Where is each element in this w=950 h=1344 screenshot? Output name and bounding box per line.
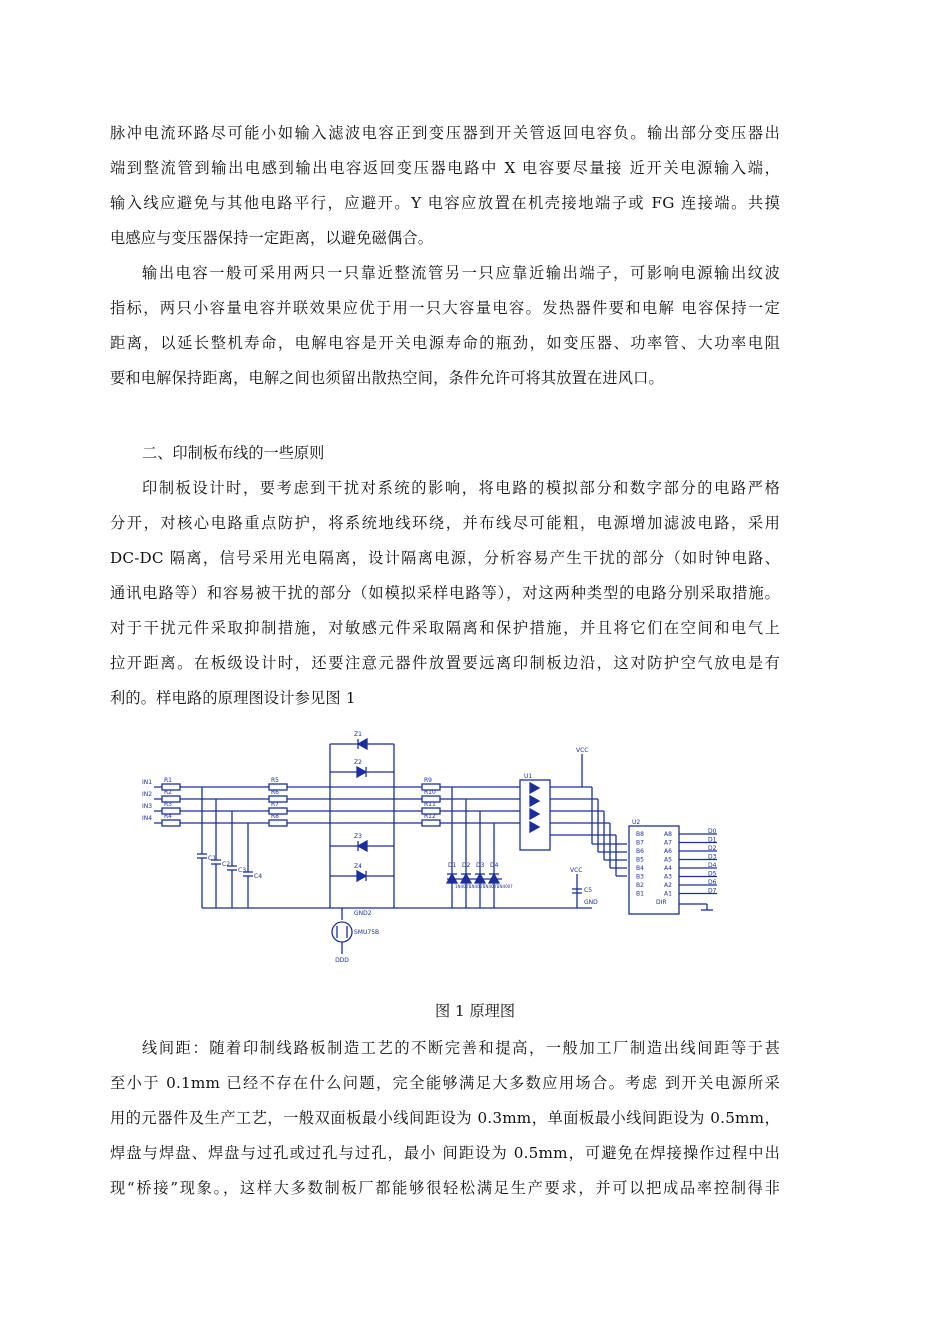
para3-line: 利的。样电路的原理图设计参见图 1	[110, 689, 356, 707]
para3-line: 拉开距离。在板级设计时，还要注意元器件放置要远离印制板边沿，这对防护空气放电是有	[110, 654, 780, 672]
buffer-pin-right: A2	[664, 882, 672, 889]
gas-discharge-tube	[332, 922, 352, 942]
diode-part-label: 1N4007	[455, 884, 471, 889]
para1-line: 输入线应避免与其他电路平行，应避开。Y 电容应放置在机壳接地端子或 FG 连接端。共摸	[110, 194, 780, 212]
input-label: IN1	[142, 779, 153, 786]
resistor-label: R2	[164, 789, 172, 796]
gdt-label: SMU75B	[354, 929, 380, 936]
capacitor-label: C4	[254, 873, 263, 880]
input-label: IN2	[142, 791, 153, 798]
paragraph-4	[110, 1031, 780, 1206]
para4-line: 焊盘与焊盘、焊盘与过孔或过孔与过孔，最小 间距设为 0.5mm，可避免在焊接操作过程中出	[110, 1144, 780, 1162]
c5-label: C5	[584, 887, 593, 894]
output-label: D0	[708, 828, 717, 835]
para2-line: 指标，两只小容量电容并联效果应优于用一只大容量电容。发热器件要和电解 电容保持一定	[110, 299, 780, 317]
para3-line: DC-DC 隔离，信号采用光电隔离，设计隔离电源，分析容易产生干扰的部分（如时钟电路、	[110, 549, 780, 567]
resistor-label: R8	[271, 813, 279, 820]
diode-part-label: 1N4007	[497, 884, 513, 889]
buffer-pin-right: A3	[664, 873, 672, 881]
para2-line: 距离，以延长整机寿命，电解电容是开关电源寿命的瓶劲，如变压器、功率管、大功率电阻	[110, 334, 780, 352]
paragraph-1	[110, 116, 780, 256]
buffer-pin-right: A5	[664, 856, 672, 864]
buffer-pin-right: A7	[664, 839, 672, 847]
para4-line: 用的元器件及生产工艺，一般双面板最小线间距设为 0.3mm，单面板最小线间距设为 0.5mm，	[110, 1109, 780, 1127]
capacitor-label: C2	[222, 861, 231, 868]
tvs-label: Z3	[354, 833, 362, 840]
para3-line: 分开，对核心电路重点防护，将系统地线环绕，并布线尽可能粗，电源增加滤波电路，采用	[110, 514, 780, 532]
resistor-label: R11	[424, 801, 436, 808]
figure-caption: 图 1 原理图	[434, 1002, 516, 1020]
output-label: D7	[708, 887, 717, 895]
tvs-diode	[357, 871, 366, 881]
tvs-label: Z1	[354, 731, 362, 738]
diode-label: D1	[448, 862, 457, 869]
para4-line: 线间距：随着印制线路板制造工艺的不断完善和提高，一般加工厂制造出线间距等于甚	[142, 1039, 780, 1057]
diode-part-label: 1N4007	[483, 884, 499, 889]
diode-part-label: 1N4007	[469, 884, 485, 889]
diode-label: D2	[462, 862, 471, 869]
buffer-pin-left: B5	[636, 856, 644, 864]
buffer-pin-left: B4	[636, 865, 644, 872]
buffer-pin-left: B1	[636, 890, 644, 898]
resistor-b	[269, 820, 287, 826]
section-heading: 二、印制板布线的一些原则	[142, 444, 325, 462]
tvs-diode	[358, 739, 367, 749]
para3-line: 通讯电路等）和容易被干扰的部分（如模拟采样电路等），对这两种类型的电路分别采取措施。	[110, 584, 780, 602]
para1-line: 脉冲电流环路尽可能小如输入滤波电容正到变压器到开关管返回电容负。输出部分变压器出	[110, 124, 780, 142]
capacitor-label: C3	[238, 867, 247, 874]
resistor-label: R3	[164, 801, 172, 808]
input-label: IN3	[142, 803, 153, 810]
buffer-dir-label: DIR	[656, 899, 667, 906]
buffer-pin-right: A4	[664, 865, 672, 872]
resistor-label: R6	[271, 789, 279, 796]
resistor-label: R10	[424, 789, 436, 796]
buffer-pin-right: A6	[664, 848, 672, 855]
gnd-small-label: GND	[584, 899, 598, 906]
diode-label: D3	[476, 862, 485, 869]
para2-line: 要和电解保持距离，电解之间也须留出散热空间，条件允许可将其放置在进风口。	[110, 369, 664, 387]
vcc-top-label: VCC	[576, 747, 589, 754]
buffer-pin-left: B2	[636, 882, 644, 889]
para3-line: 印制板设计时，要考虑到干扰对系统的影响，将电路的模拟部分和数字部分的电路严格	[142, 479, 780, 497]
schematic-figure	[132, 724, 732, 970]
optocoupler-label: U1	[524, 773, 533, 780]
resistor-label: R1	[164, 777, 172, 784]
buffer-pin-right: A8	[664, 831, 672, 838]
resistor-label: R12	[424, 813, 436, 820]
resistor-label: R9	[424, 777, 432, 784]
buffer-pin-right: A1	[664, 890, 672, 898]
buffer-label: U2	[632, 819, 641, 826]
buffer-pin-left: B6	[636, 848, 644, 855]
capacitor-label: C1	[208, 855, 217, 862]
resistor-c	[422, 820, 440, 826]
tvs-diode	[357, 767, 366, 777]
diode-label: D4	[490, 862, 499, 869]
tvs-label: Z4	[354, 863, 362, 870]
tvs-label: Z2	[354, 759, 362, 766]
resistor-a	[162, 820, 180, 826]
tvs-diode	[358, 841, 367, 851]
para4-line: 至小于 0.1mm 已经不存在什么问题，完全能够满足大多数应用场合。考虑 到开关电源所采	[110, 1074, 780, 1092]
output-label: D5	[708, 870, 717, 878]
output-label: D2	[708, 845, 717, 852]
para1-line: 电感应与变压器保持一定距离，以避免磁偶合。	[110, 229, 434, 247]
ground-label: GND2	[354, 910, 372, 917]
paragraph-2	[110, 256, 780, 396]
output-label: D4	[708, 862, 717, 869]
para1-line: 端到整流管到输出电感到输出电容返回变压器电路中 X 电容要尽量接 近开关电源输入端，	[110, 159, 780, 177]
resistor-label: R5	[271, 777, 279, 784]
para4-line: 现“桥接”现象。，这样大多数制板厂都能够很轻松满足生产要求，并可以把成品率控制得非	[110, 1179, 780, 1197]
vcc-label: VCC	[570, 867, 583, 874]
para2-line: 输出电容一般可采用两只一只靠近整流管另一只应靠近输出端子，可影响电源输出纹波	[142, 264, 780, 282]
input-label: IN4	[142, 815, 153, 822]
output-label: D6	[708, 879, 717, 886]
buffer-pin-left: B3	[636, 873, 644, 881]
paragraph-3	[110, 471, 780, 716]
output-label: D1	[708, 836, 717, 844]
buffer-pin-left: B8	[636, 831, 644, 838]
output-label: D3	[708, 853, 717, 861]
resistor-label: R4	[164, 813, 172, 820]
resistor-label: R7	[271, 801, 279, 808]
para3-line: 对于干扰元件采取抑制措施，对敏感元件采取隔离和保护措施，并且将它们在空间和电气上	[110, 619, 780, 637]
buffer-pin-left: B7	[636, 839, 644, 847]
bottom-label: DDD	[335, 957, 349, 964]
